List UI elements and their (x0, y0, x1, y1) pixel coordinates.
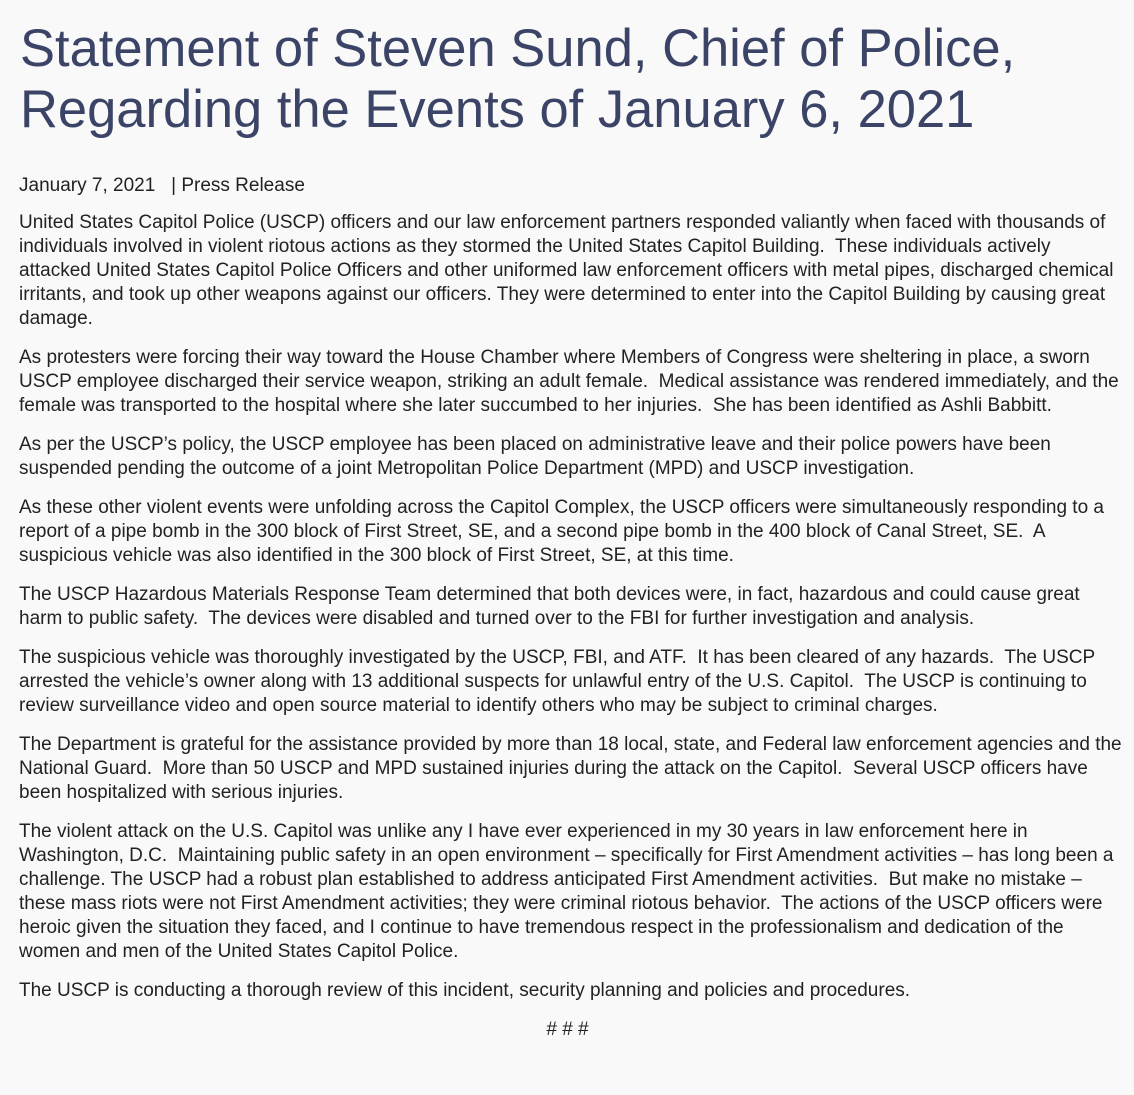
release-date: January 7, 2021 (19, 175, 156, 196)
body-paragraph: As protesters were forcing their way toward the House Chamber where Members of Congress were sheltering in place, a sworn USCP employee discharged their service weapon, striking an adult female. Medical assistance was rendered immediately, and the female was transported to the hospital where she later succumbed to her injuries. She has been identified as Ashli Babbitt. (19, 347, 1125, 416)
release-type: Press Release (181, 175, 305, 196)
statement-body (19, 211, 1126, 1003)
body-paragraph: The Department is grateful for the assistance provided by more than 18 local, state, and Federal law enforcement agencies and the National Guard. More than 50 USCP and MPD sustained injuries during the attack on the Capitol. Several USCP officers have been hospitalized with serious injuries. (19, 734, 1127, 803)
body-paragraph: The USCP Hazardous Materials Response Team determined that both devices were, in fact, hazardous and could cause great harm to public safety. The devices were disabled and turned over to the FBI for further investigation and analysis. (19, 584, 1085, 629)
body-paragraph: The violent attack on the U.S. Capitol was unlike any I have ever experienced in my 30 years in law enforcement here in Washington, D.C. Maintaining public safety in an open environment – specifically for First Amendment activities – has long been a challenge. The USCP had a robust plan established to address anticipated First Amendment activities. But make no mistake – these mass riots were not First Amendment activities; they were criminal riotous behavior. The actions of the USCP officers were heroic given the situation they faced, and I continue to have tremendous respect in the professionalism and dedication of the women and men of the United States Capitol Police. (19, 821, 1119, 962)
body-paragraph: The USCP is conducting a thorough review of this incident, security planning and policies and procedures. (19, 980, 911, 1001)
body-paragraph: The suspicious vehicle was thoroughly investigated by the USCP, FBI, and ATF. It has been cleared of any hazards. The USCP arrested the vehicle’s owner along with 13 additional suspects for unlawful entry of the U.S. Capitol. The USCP is continuing to review surveillance video and open source material to identify others who may be subject to criminal charges. (19, 647, 1101, 716)
meta-separator: | (155, 175, 182, 196)
page-title: Statement of Steven Sund, Chief of Police, Regarding the Events of January 6, 2021 (20, 19, 1016, 139)
release-meta (19, 174, 1126, 198)
body-paragraph: As per the USCP’s policy, the USCP employee has been placed on administrative leave and their police powers have been suspended pending the outcome of a joint Metropolitan Police Department (MPD) and USCP investigation. (19, 434, 1057, 479)
end-mark: # # # (546, 1019, 589, 1040)
body-paragraph: United States Capitol Police (USCP) officers and our law enforcement partners responded valiantly when faced with thousands of individuals involved in violent riotous actions as they stormed the United States Capitol Building. These individuals actively attacked United States Capitol Police Officers and other uniformed law enforcement officers with metal pipes, discharged chemical irritants, and took up other weapons against our officers. They were determined to enter into the Capitol Building by causing great damage. (19, 212, 1119, 329)
body-paragraph: As these other violent events were unfolding across the Capitol Complex, the USCP officers were simultaneously responding to a report of a pipe bomb in the 300 block of First Street, SE, and a second pipe bomb in the 400 block of Canal Street, SE. A suspicious vehicle was also identified in the 300 block of First Street, SE, at this time. (19, 497, 1110, 566)
